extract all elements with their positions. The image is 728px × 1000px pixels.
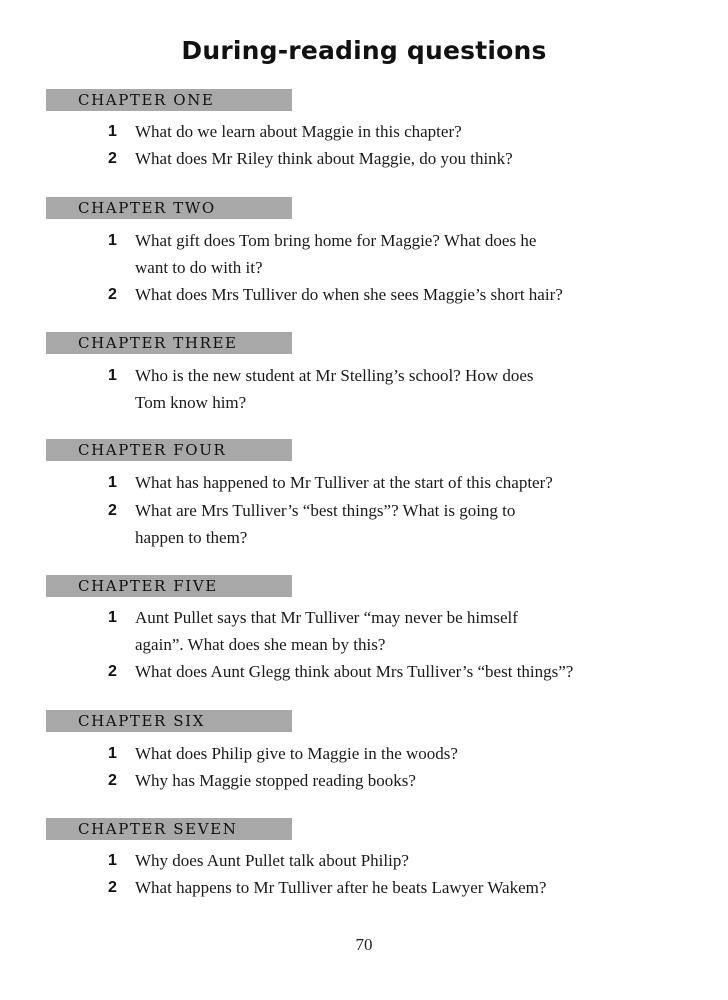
question-text: What does Mr Riley think about Maggie, do you think? (135, 149, 513, 168)
question-text: What does Philip give to Maggie in the woods? (135, 744, 458, 763)
question-number: 1 (108, 123, 117, 140)
question-text: What gift does Tom bring home for Maggie? What does he want to do with it? (135, 231, 537, 277)
question-text: What do we learn about Maggie in this chapter? (135, 122, 462, 141)
question-number: 1 (108, 474, 117, 491)
page-number: 70 (355, 935, 373, 954)
chapter-heading: CHAPTER FIVE (78, 577, 218, 595)
chapter-heading: CHAPTER TWO (78, 199, 216, 217)
page-title: During-reading questions (181, 36, 547, 65)
question-number: 1 (108, 745, 117, 762)
question-text: What happens to Mr Tulliver after he beats Lawyer Wakem? (135, 878, 547, 897)
question-number: 2 (108, 663, 117, 680)
question-text: What does Aunt Glegg think about Mrs Tulliver’s “best things”? (135, 662, 574, 681)
question-text: Why has Maggie stopped reading books? (135, 771, 416, 790)
question-number: 2 (108, 286, 117, 303)
question-text: Why does Aunt Pullet talk about Philip? (135, 851, 409, 870)
question-number: 1 (108, 367, 117, 384)
question-text: What has happened to Mr Tulliver at the start of this chapter? (135, 473, 553, 492)
question-text: What does Mrs Tulliver do when she sees Maggie’s short hair? (135, 285, 563, 304)
question-number: 2 (108, 150, 117, 167)
chapter-heading: CHAPTER ONE (78, 91, 215, 109)
question-number: 2 (108, 772, 117, 789)
chapter-heading: CHAPTER THREE (78, 334, 238, 352)
question-number: 1 (108, 852, 117, 869)
question-text: Aunt Pullet says that Mr Tulliver “may never be himself again”. What does she mean by this? (135, 608, 518, 654)
question-number: 1 (108, 609, 117, 626)
question-number: 1 (108, 232, 117, 249)
chapter-heading: CHAPTER SIX (78, 712, 205, 730)
chapter-heading: CHAPTER SEVEN (78, 820, 238, 838)
question-text: Who is the new student at Mr Stelling’s school? How does Tom know him? (135, 366, 534, 412)
question-number: 2 (108, 502, 117, 519)
chapter-heading: CHAPTER FOUR (78, 441, 227, 459)
question-text: What are Mrs Tulliver’s “best things”? What is going to happen to them? (135, 501, 516, 547)
question-number: 2 (108, 879, 117, 896)
